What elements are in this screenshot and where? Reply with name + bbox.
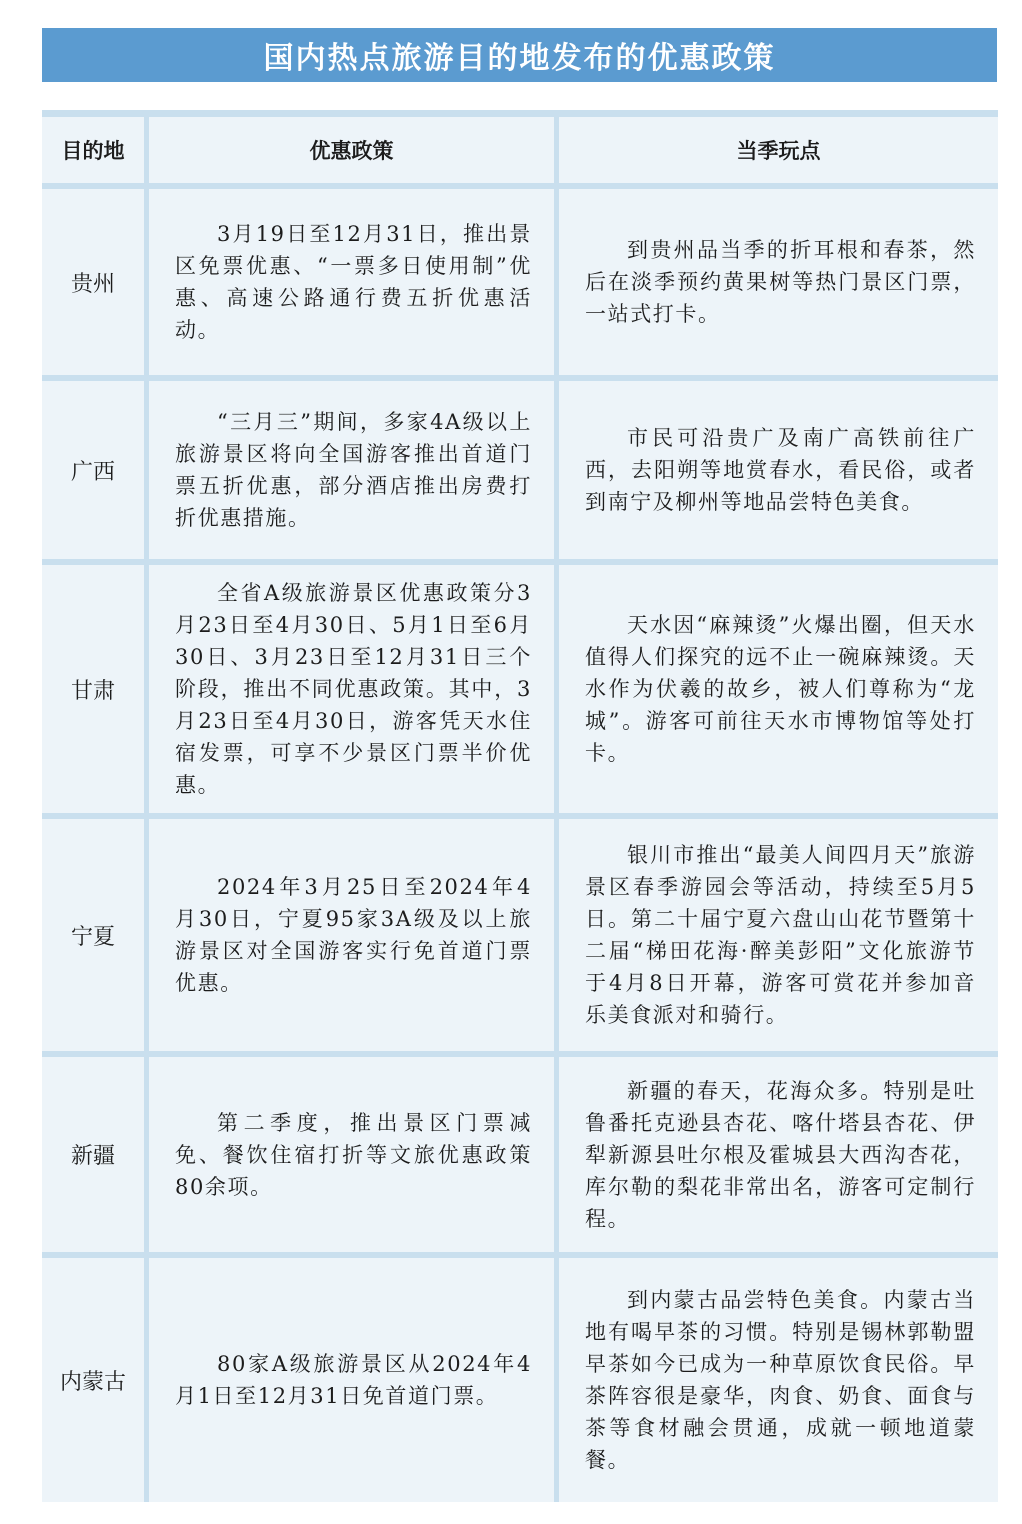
policy-text: 第二季度，推出景区门票减免、餐饮住宿打折等文旅优惠政策80余项。 [175, 1110, 532, 1199]
policy-text: 2024年3月25日至2024年4月30日，宁夏95家3A级及以上旅游景区对全国游客实行免首道门票优惠。 [175, 875, 532, 995]
table-row-policy [149, 819, 554, 1051]
destination-label: 宁夏 [70, 924, 115, 950]
header-destination-label: 目的地 [61, 139, 125, 163]
table-row-destination [42, 819, 144, 1051]
policy-text: 80家A级旅游景区从2024年4月1日至12月31日免首道门票。 [175, 1352, 532, 1408]
table-row-policy [149, 381, 554, 559]
header-policy-label: 优惠政策 [309, 139, 394, 163]
destination-label: 广西 [70, 459, 115, 485]
table-row-destination [42, 189, 144, 375]
table-row-destination [42, 1057, 144, 1252]
policy-table [42, 110, 998, 1502]
highlights-text: 市民可沿贵广及南广高铁前往广西，去阳朔等地赏春水，看民俗，或者到南宁及柳州等地品尝特色美食。 [585, 426, 976, 514]
highlights-text: 新疆的春天，花海众多。特别是吐鲁番托克逊县杏花、喀什塔县杏花、伊犁新源县吐尔根及霍城县大西沟杏花，库尔勒的梨花非常出名，游客可定制行程。 [585, 1078, 976, 1231]
table-row-policy [149, 565, 554, 813]
title-bar [42, 28, 997, 82]
highlights-text: 到内蒙古品尝特色美食。内蒙古当地有喝早茶的习惯。特别是锡林郭勒盟早茶如今已成为一种草原饮食民俗。早茶阵容很是豪华，肉食、奶食、面食与茶等食材融会贯通，成就一顿地道蒙餐。 [585, 1288, 976, 1472]
header-highlights-label: 当季玩点 [736, 139, 821, 163]
table-row-highlights [559, 189, 998, 375]
highlights-text: 到贵州品当季的折耳根和春茶，然后在淡季预约黄果树等热门景区门票，一站式打卡。 [585, 238, 976, 326]
header-policy [149, 117, 554, 183]
destination-label: 新疆 [70, 1144, 115, 1169]
policy-text: “三月三”期间，多家4A级以上旅游景区将向全国游客推出首道门票五折优惠，部分酒店推出房费打折优惠措施。 [175, 410, 532, 530]
table-row-policy [149, 1057, 554, 1252]
table-row-destination [42, 565, 144, 813]
page-title: 国内热点旅游目的地发布的优惠政策 [263, 41, 776, 76]
policy-text: 全省A级旅游景区优惠政策分3月23日至4月30日、5月1日至6月30日、3月23日至12月31日三个阶段，推出不同优惠政策。其中，3月23日至4月30日，游客凭天水住宿发票，可享不少景区门票半价优惠。 [175, 581, 532, 797]
highlights-text: 天水因“麻辣烫”火爆出圈，但天水值得人们探究的远不止一碗麻辣烫。天水作为伏羲的故乡，被人们尊称为“龙城”。游客可前往天水市博物馆等处打卡。 [585, 613, 976, 765]
table-row-highlights [559, 381, 998, 559]
table-row-highlights [559, 565, 998, 813]
table-row-policy [149, 189, 554, 375]
header-highlights [559, 117, 998, 183]
table-row-destination [42, 1258, 144, 1502]
table-row-destination [42, 381, 144, 559]
table-row-highlights [559, 1258, 998, 1502]
table-row-highlights [559, 819, 998, 1051]
policy-text: 3月19日至12月31日，推出景区免票优惠、“一票多日使用制”优惠、高速公路通行费五折优惠活动。 [175, 222, 532, 342]
table-row-highlights [559, 1057, 998, 1252]
highlights-text: 银川市推出“最美人间四月天”旅游景区春季游园会等活动，持续至5月5日。第二十届宁夏六盘山山花节暨第十二届“梯田花海·醉美彭阳”文化旅游节于4月8日开幕，游客可赏花并参加音乐美食派对和骑行。 [585, 843, 976, 1027]
destination-label: 甘肃 [70, 678, 115, 704]
destination-label: 贵州 [70, 271, 115, 297]
table-row-policy [149, 1258, 554, 1502]
destination-label: 内蒙古 [59, 1369, 126, 1395]
header-destination [42, 117, 144, 183]
